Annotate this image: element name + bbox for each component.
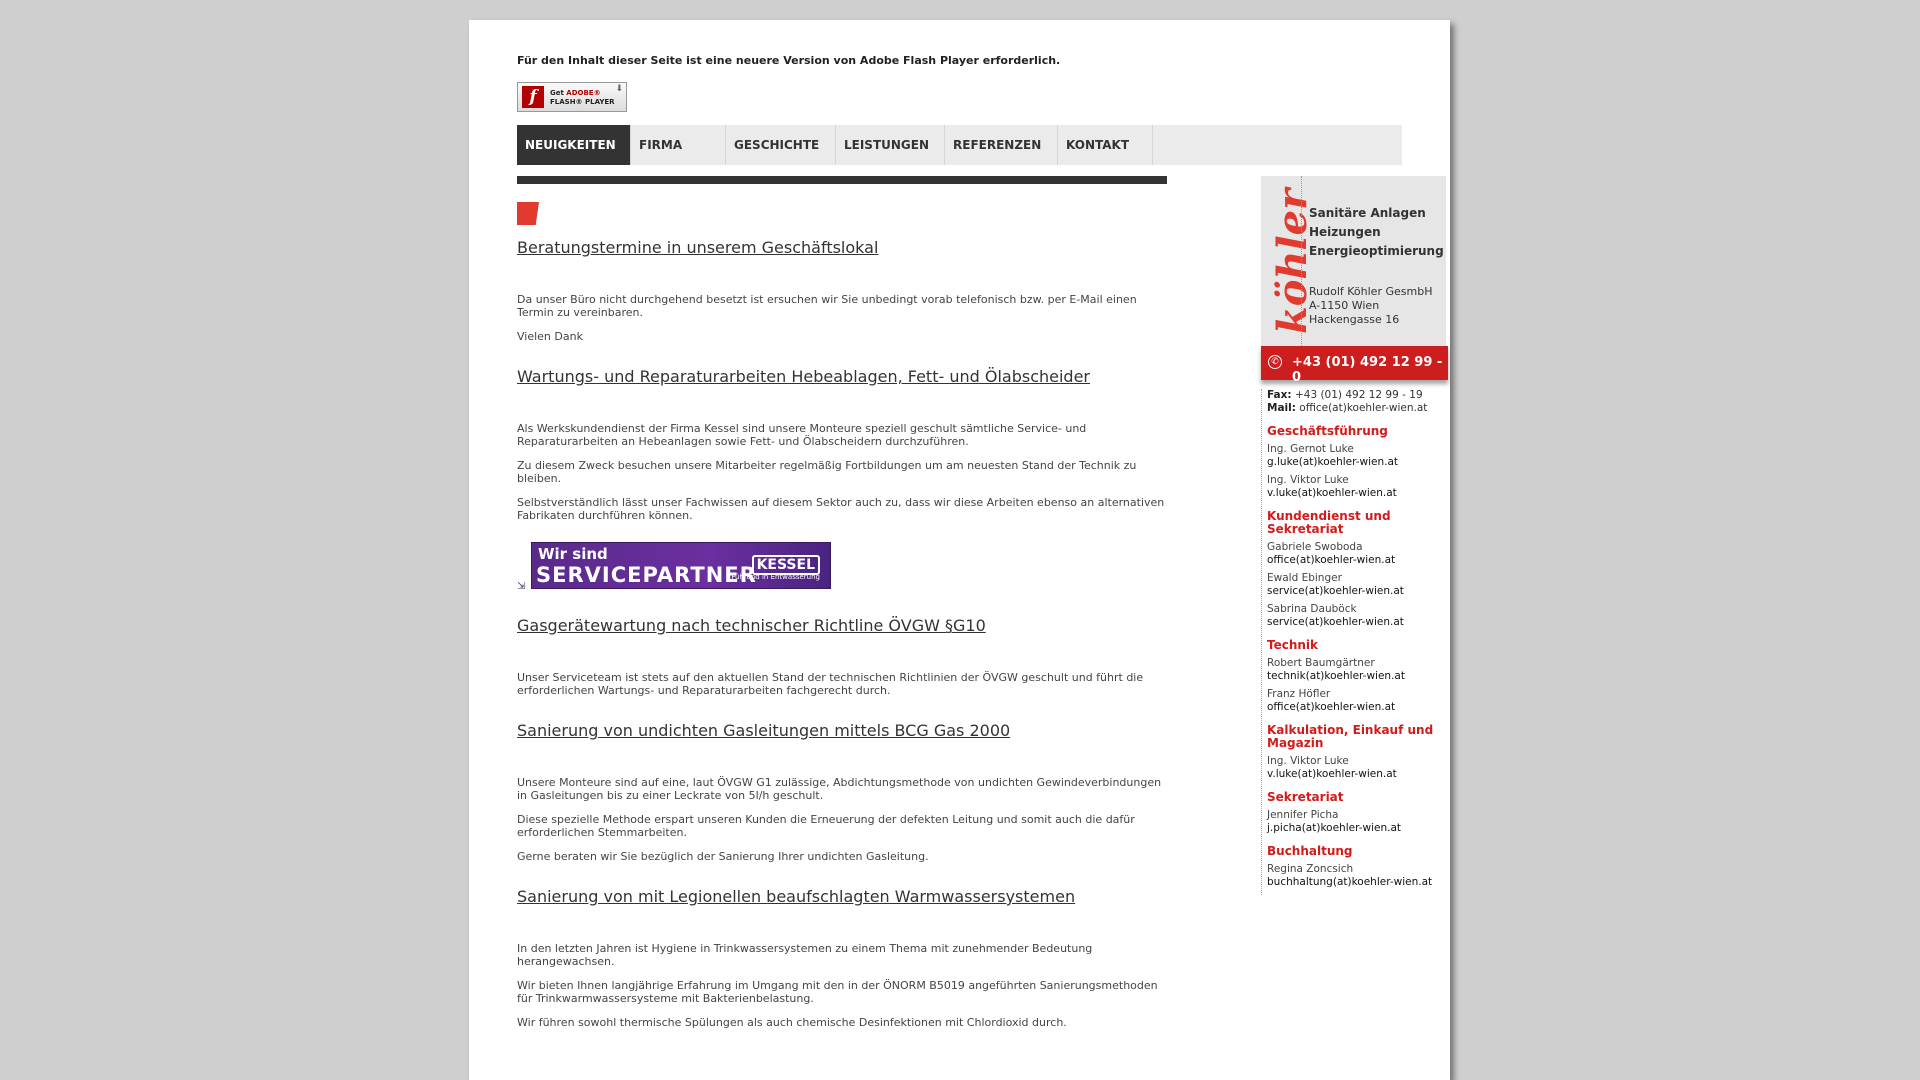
kessel-tagline: Führend in Entwässerung [731, 573, 820, 581]
article-paragraph: Als Werkskundendienst der Firma Kessel sind unsere Monteure speziell geschult sämtliche Service- und Reparaturarbeiten an Hebeanlagen sowie Fett- und Ölabscheidern durchzuführen. [517, 422, 1087, 448]
news-article [517, 238, 1167, 343]
contact-person [1267, 755, 1447, 781]
person-name: Ing. Gernot Luke [1267, 443, 1354, 455]
person-name: Regina Zoncsich [1267, 863, 1354, 875]
person-name: Sabrina Dauböck [1267, 603, 1357, 615]
section-title: Geschäftsführung [1267, 424, 1388, 438]
flash-badge-product: FLASH® PLAYER [550, 98, 615, 106]
news-article [517, 721, 1167, 863]
contact-person [1267, 443, 1447, 469]
flash-required-message: Für den Inhalt dieser Seite ist eine neuere Version von Adobe Flash Player erforderlich. [517, 54, 1061, 67]
article-paragraph: Selbstverständlich lässt unser Fachwissen auf diesem Sektor auch zu, dass wir diese Arbeiten ebenso an alternativen Fabrikaten durchführen können. [517, 496, 1165, 522]
company-card [1261, 176, 1446, 346]
address-line: Hackengasse 16 [1309, 313, 1400, 326]
person-name: Ing. Viktor Luke [1267, 755, 1349, 767]
card-divider [1301, 176, 1302, 346]
article-title-link[interactable]: Gasgerätewartung nach technischer Richtline ÖVGW §G10 [517, 616, 986, 635]
person-name: Franz Höfler [1267, 688, 1331, 700]
phone-banner[interactable] [1261, 346, 1448, 385]
nav-item-geschichte[interactable]: GESCHICHTE [726, 125, 836, 165]
contact-person [1267, 657, 1447, 683]
fax-row [1267, 389, 1447, 402]
slogan-item: Heizungen [1309, 225, 1381, 239]
person-email[interactable]: technik(at)koehler-wien.at [1267, 670, 1405, 682]
person-email[interactable]: office(at)koehler-wien.at [1267, 701, 1396, 713]
content-header-bar [517, 176, 1167, 184]
article-paragraph: Zu diesem Zweck besuchen unsere Mitarbeiter regelmäßig Fortbildungen um am neuesten Stand der Technik zu bleiben. [517, 459, 1137, 485]
koehler-logo: köhler [1269, 188, 1316, 334]
person-name: Gabriele Swoboda [1267, 541, 1363, 553]
person-email[interactable]: v.luke(at)koehler-wien.at [1267, 487, 1397, 499]
phone-number: +43 (01) 492 12 99 - 0 [1292, 355, 1443, 385]
contact-person [1267, 863, 1447, 889]
address-line: Rudolf Köhler GesmbH [1309, 285, 1433, 298]
article-paragraph: Diese spezielle Methode erspart unseren Kunden die Erneuerung der defekten Leitung und somit auch die dafür erforderlichen Stemmarbeiten. [517, 813, 1135, 839]
fax-number: +43 (01) 492 12 99 - 19 [1294, 389, 1423, 401]
slogan-item: Sanitäre Anlagen [1309, 206, 1426, 220]
article-paragraph: Da unser Büro nicht durchgehend besetzt ist ersuchen wir Sie unbedingt vorab telefonisch bzw. per E-Mail einen Termin zu vereinbaren. [517, 293, 1137, 319]
contact-person [1267, 474, 1447, 500]
get-flash-player-button[interactable] [517, 82, 627, 112]
company-address [1309, 285, 1432, 327]
section-title: Technik [1267, 638, 1319, 652]
contact-sidebar [1261, 176, 1447, 895]
flash-badge-adobe: ADOBE® [566, 89, 601, 97]
person-email[interactable]: g.luke(at)koehler-wien.at [1267, 456, 1399, 468]
person-name: Ewald Ebinger [1267, 572, 1342, 584]
news-article [517, 616, 1167, 697]
nav-item-leistungen[interactable]: LEISTUNGEN [836, 125, 945, 165]
contact-person [1267, 688, 1447, 714]
article-paragraph: Wir bieten Ihnen langjährige Erfahrung im Umgang mit den in der ÖNORM B5019 angeführten Sanierungsmethoden für Trinkwarmwassersysteme mit Bakterienbelastung. [517, 979, 1158, 1005]
contact-list [1261, 389, 1447, 895]
address-line: A-1150 Wien [1309, 299, 1380, 312]
article-paragraph: In den letzten Jahren ist Hygiene in Trinkwassersystemen zu einem Thema mit zunehmender Bedeutung herangewachsen. [517, 942, 1093, 968]
article-paragraph: Gerne beraten wir Sie bezüglich der Sanierung Ihrer undichten Gasleitung. [517, 850, 929, 863]
person-email[interactable]: office(at)koehler-wien.at [1267, 554, 1396, 566]
kessel-servicepartner-banner[interactable] [517, 542, 837, 592]
fax-label: Fax: [1267, 389, 1292, 401]
article-paragraph: Unsere Monteure sind auf eine, laut ÖVGW G1 zulässige, Abdichtungsmethode von undichten Gewindeverbindungen in Gasleitungen bis zu einer Leckrate von 5l/h geschult. [517, 776, 1162, 802]
news-article [517, 367, 1167, 592]
kessel-banner-image[interactable] [531, 542, 831, 589]
main-navigation [517, 125, 1402, 165]
service-slogans [1309, 204, 1444, 261]
article-title-link[interactable]: Sanierung von undichten Gasleitungen mittels BCG Gas 2000 [517, 721, 1011, 740]
person-email[interactable]: service(at)koehler-wien.at [1267, 616, 1404, 628]
banner-line1: Wir sind [538, 545, 608, 563]
article-title-link[interactable]: Beratungstermine in unserem Geschäftslokal [517, 238, 879, 257]
flash-badge-get: Get [550, 89, 564, 97]
section-title: Sekretariat [1267, 790, 1344, 804]
slogan-item: Energieoptimierung [1309, 244, 1444, 258]
person-email[interactable]: v.luke(at)koehler-wien.at [1267, 768, 1397, 780]
external-link-icon: ⇲ [517, 581, 526, 592]
kessel-brand-logo: KESSEL [752, 555, 820, 575]
nav-item-referenzen[interactable]: REFERENZEN [945, 125, 1058, 165]
page-container [469, 20, 1450, 1080]
nav-item-neuigkeiten[interactable]: NEUIGKEITEN [517, 125, 631, 165]
person-name: Robert Baumgärtner [1267, 657, 1375, 669]
person-email[interactable]: buchhaltung(at)koehler-wien.at [1267, 876, 1433, 888]
article-paragraph: Vielen Dank [517, 330, 583, 343]
contact-person [1267, 603, 1447, 629]
person-name: Jennifer Picha [1267, 809, 1339, 821]
section-title: Buchhaltung [1267, 844, 1353, 858]
person-email[interactable]: j.picha(at)koehler-wien.at [1267, 822, 1402, 834]
section-title: Kundendienst und Sekretariat [1267, 509, 1391, 536]
person-email[interactable]: service(at)koehler-wien.at [1267, 585, 1404, 597]
mail-label: Mail: [1267, 402, 1296, 414]
nav-item-firma[interactable]: FIRMA [631, 125, 726, 165]
contact-person [1267, 541, 1447, 567]
flash-badge-text [550, 89, 615, 107]
news-list [517, 238, 1167, 1053]
phone-icon: ✆ [1268, 355, 1282, 369]
person-name: Ing. Viktor Luke [1267, 474, 1349, 486]
red-tag-marker [517, 202, 539, 225]
contact-person [1267, 572, 1447, 598]
news-article [517, 887, 1167, 1029]
article-paragraph: Unser Serviceteam ist stets auf den aktuellen Stand der technischen Richtlinien der ÖVGW geschult und führt die erforderlichen Wartungs- und Reparaturarbeiten fachgerecht durch. [517, 671, 1144, 697]
article-paragraph: Wir führen sowohl thermische Spülungen als auch chemische Desinfektionen mit Chlordioxid durch. [517, 1016, 1067, 1029]
mail-address[interactable]: office(at)koehler-wien.at [1299, 402, 1428, 414]
download-arrow-icon: ⬇ [615, 84, 623, 94]
flash-logo-icon: f [522, 86, 544, 108]
mail-row [1267, 402, 1447, 415]
article-title-link[interactable]: Sanierung von mit Legionellen beaufschlagten Warmwassersystemen [517, 887, 1076, 906]
section-title: Kalkulation, Einkauf und Magazin [1267, 723, 1434, 750]
article-title-link[interactable]: Wartungs- und Reparaturarbeiten Hebeablagen, Fett- und Ölabscheider [517, 367, 1090, 386]
banner-line2: SERVICEPARTNER [536, 563, 757, 587]
nav-item-kontakt[interactable]: KONTAKT [1058, 125, 1153, 165]
contact-person [1267, 809, 1447, 835]
